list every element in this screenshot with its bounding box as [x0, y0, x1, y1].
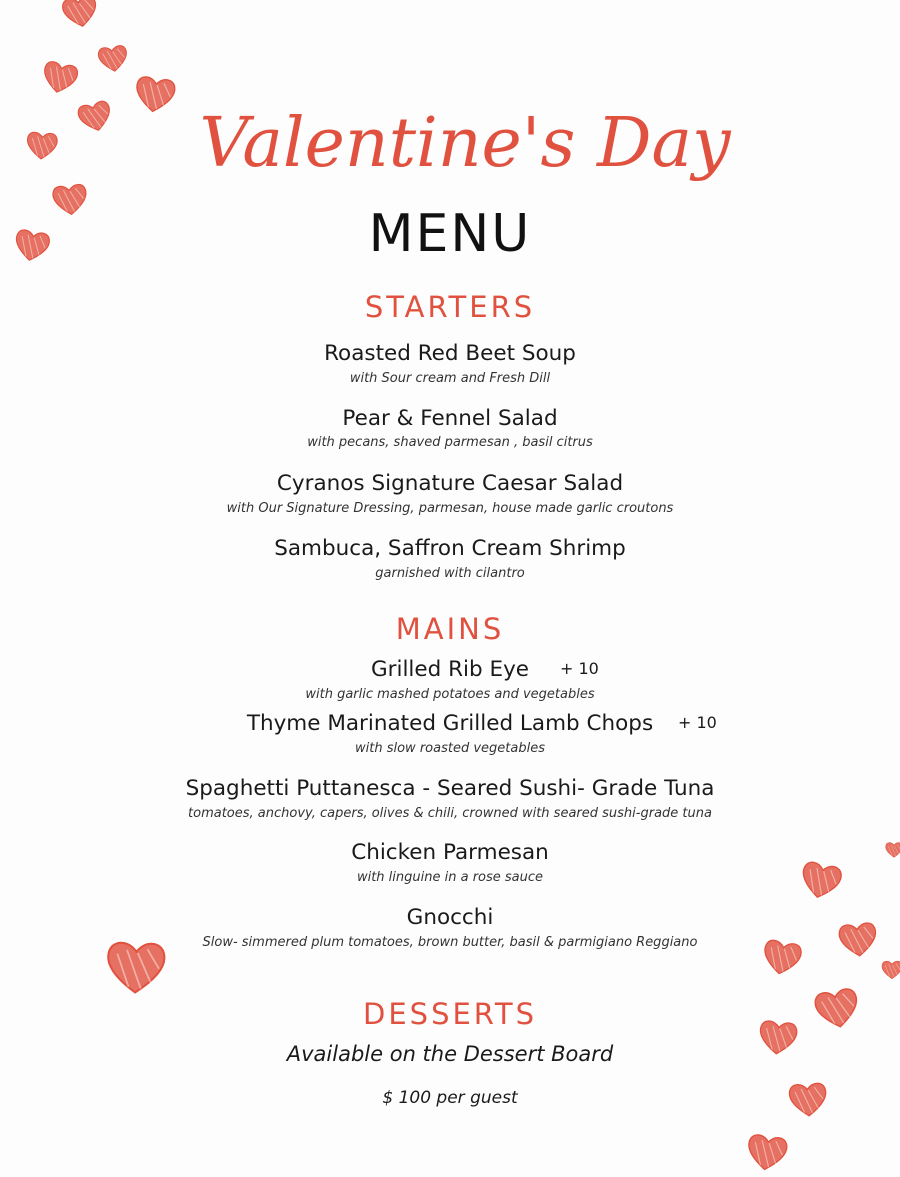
script-title-text: Valentine's Day — [199, 104, 731, 183]
menu-item-description: with linguine in a rose sauce — [356, 870, 544, 885]
menu-item-name: Thyme Marinated Grilled Lamb Chops — [246, 711, 654, 736]
menu-item-description: tomatoes, anchovy, capers, olives & chili, crowned with seared sushi-grade tuna — [188, 806, 712, 821]
menu-item-name: Spaghetti Puttanesca - Seared Sushi- Grade Tuna — [185, 776, 715, 801]
desserts-heading: DESSERTS — [363, 997, 537, 1031]
menu-item-price: + 10 — [678, 713, 717, 732]
menu-item-name: Gnocchi — [406, 905, 494, 930]
menu-item-description: with garlic mashed potatoes and vegetables — [305, 687, 595, 702]
heart-icon — [23, 127, 61, 164]
menu-item-description: with Our Signature Dressing, parmesan, house made garlic croutons — [226, 501, 674, 516]
mains-heading: MAINS — [395, 612, 505, 646]
heart-icon — [94, 40, 132, 77]
menu-item-description: with Sour cream and Fresh Dill — [349, 371, 551, 386]
menu-item-price: + 10 — [560, 659, 599, 678]
valentines-day-script-title — [170, 78, 760, 208]
dessert-note: Available on the Dessert Board — [286, 1042, 614, 1066]
menu-item-name: Pear & Fennel Salad — [342, 406, 558, 431]
menu-item-description: with pecans, shaved parmesan , basil citrus — [307, 435, 593, 450]
menu-item-description: garnished with cilantro — [375, 566, 525, 581]
heart-icon — [880, 958, 900, 981]
heart-icon — [36, 54, 83, 99]
menu-item-name: Grilled Rib Eye — [370, 657, 530, 682]
starters-heading: STARTERS — [364, 290, 536, 324]
menu-item-name: Sambuca, Saffron Cream Shrimp — [274, 536, 626, 561]
price-per-guest: $ 100 per guest — [382, 1088, 518, 1108]
menu-item-name: Chicken Parmesan — [351, 840, 549, 865]
page-title: MENU — [368, 204, 532, 264]
heart-icon — [72, 94, 118, 138]
heart-icon — [57, 0, 103, 33]
menu-item-description: Slow- simmered plum tomatoes, brown butter, basil & parmigiano Reggiano — [202, 935, 698, 950]
menu-item-description: with slow roasted vegetables — [355, 741, 545, 756]
menu-item-name: Roasted Red Beet Soup — [324, 341, 576, 366]
menu-item-name: Cyranos Signature Caesar Salad — [276, 471, 624, 496]
heart-icon — [741, 1127, 793, 1177]
